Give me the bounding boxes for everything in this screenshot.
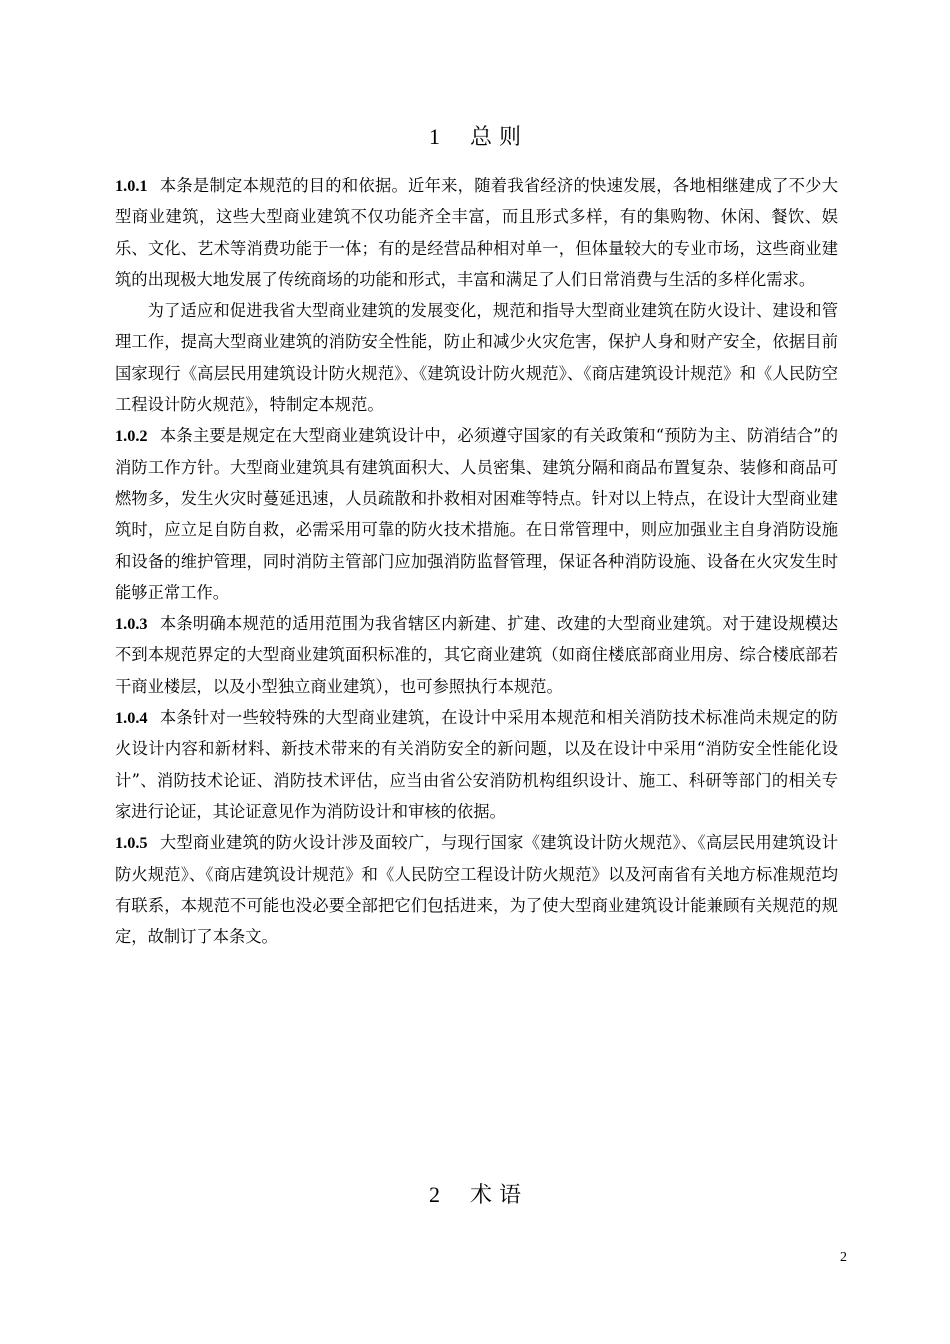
section-1-title: 总 则 [470,125,521,150]
section-1-number: 1 [429,124,440,149]
clause-text: 本条明确本规范的适用范围为我省辖区内新建、扩建、改建的大型商业建筑。对于建设规模达不到本规范界定的大型商业建筑面积标准的，其它商业建筑（如商住楼底部商业用房、综合楼底部若干商业楼层，以及小型独立商业建筑），也可参照执行本规范。 [115,614,838,696]
clause-1-0-3 [115,608,838,702]
clause-text: 本条主要是规定在大型商业建筑设计中，必须遵守国家的有关政策和“预防为主、防消结合”的消防工作方针。大型商业建筑具有建筑面积大、人员密集、建筑分隔和商品布置复杂、装修和商品可燃物多，发生火灾时蔓延迅速，人员疏散和扑救相对困难等特点。针对以上特点，在设计大型商业建筑时，应立足自防自救，必需采用可靠的防火技术措施。在日常管理中，则应加强业主自身消防设施和设备的维护管理，同时消防主管部门应加强消防监督管理，保证各种消防设施、设备在火灾发生时能够正常工作。 [115,426,838,602]
section-1-body [115,170,838,952]
clause-1-0-4 [115,702,838,827]
clause-1-0-1-continuation [115,295,838,420]
section-2-heading [0,1178,950,1209]
clause-1-0-2 [115,420,838,608]
page-number: 2 [840,1250,847,1265]
clause-text: 本条是制定本规范的目的和依据。近年来，随着我省经济的快速发展，各地相继建成了不少大型商业建筑，这些大型商业建筑不仅功能齐全丰富，而且形式多样，有的集购物、休闲、餐饮、娱乐、文化、艺术等消费功能于一体；有的是经营品种相对单一，但体量较大的专业市场，这些商业建筑的出现极大地发展了传统商场的功能和形式，丰富和满足了人们日常消费与生活的多样化需求。 [115,176,838,289]
clause-text: 为了适应和促进我省大型商业建筑的发展变化，规范和指导大型商业建筑在防火设计、建设和管理工作，提高大型商业建筑的消防安全性能，防止和减少火灾危害，保护人身和财产安全，依据目前国家现行《高层民用建筑设计防火规范》、《建筑设计防火规范》、《商店建筑设计规范》和《人民防空工程设计防火规范》，特制定本规范。 [115,301,838,415]
clause-text: 大型商业建筑的防火设计涉及面较广，与现行国家《建筑设计防火规范》、《高层民用建筑设计防火规范》、《商店建筑设计规范》和《人民防空工程设计防火规范》以及河南省有关地方标准规范均有联系，本规范不可能也没必要全部把它们包括进来，为了使大型商业建筑设计能兼顾有关规范的规定，故制订了本条文。 [115,833,838,947]
clause-number: 1.0.2 [115,426,148,446]
clause-1-0-5 [115,827,838,952]
clause-number: 1.0.1 [115,176,148,195]
clause-number: 1.0.4 [115,708,148,728]
clause-text: 本条针对一些较特殊的大型商业建筑，在设计中采用本规范和相关消防技术标准尚未规定的防火设计内容和新材料、新技术带来的有关消防安全的新问题，以及在设计中采用“消防安全性能化设计”、消防技术论证、消防技术评估，应当由省公安消防机构组织设计、施工、科研等部门的相关专家进行论证，其论证意见作为消防设计和审核的依据。 [115,708,838,821]
clause-number: 1.0.5 [115,833,148,853]
section-2-number: 2 [429,1182,440,1207]
clause-1-0-1 [115,170,838,295]
section-1-heading [0,120,950,151]
clause-number: 1.0.3 [115,614,148,634]
section-2-title: 术 语 [470,1183,521,1208]
